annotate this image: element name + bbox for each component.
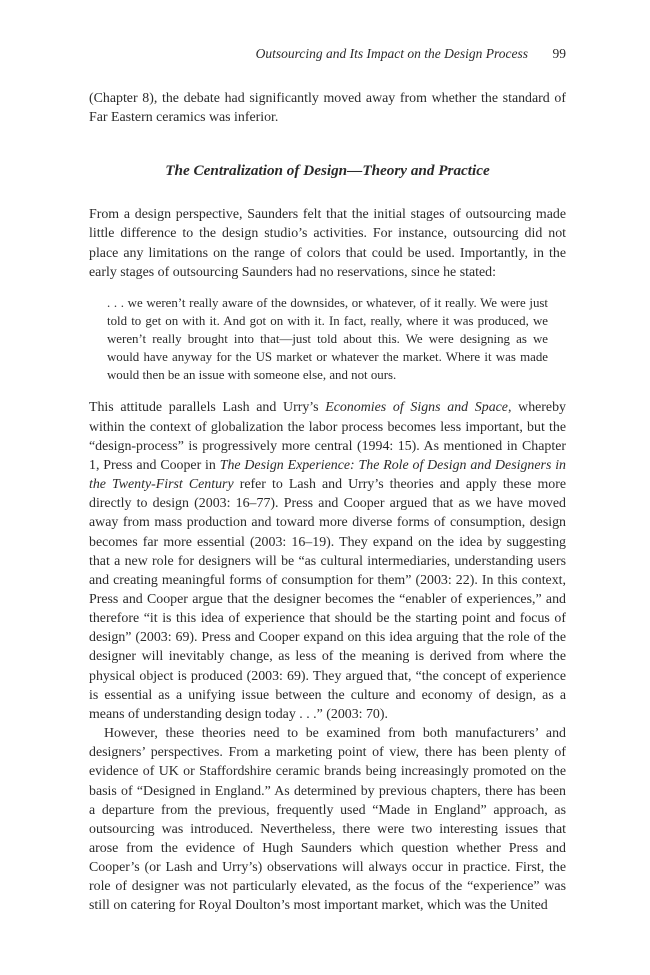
paragraph-text: This attitude parallels Lash and Urry’s bbox=[89, 400, 326, 416]
paragraph-continuation: (Chapter 8), the debate had significantly moved away from whether the standard of Far Eastern ceramics was inferior. bbox=[89, 91, 566, 126]
body-text bbox=[89, 89, 566, 916]
paragraph-lash-urry bbox=[89, 398, 566, 724]
page-number: 99 bbox=[552, 46, 566, 61]
section-heading: The Centralization of Design—Theory and Practice bbox=[165, 162, 490, 180]
paragraph-however: However, these theories need to be examined from both manufacturers’ and designers’ perspectives. From a marketing point of view, there has been plenty of evidence of UK or Staffordshire ceramic brands being increasingly promoted on the basis of “Designed in England.” As determined by previous chapters, there has been a departure from the previous, frequently used “Made in England” approach, as outsourcing was introduced. Nevertheless, there were two interesting issues that arose from the evidence of Hugh Saunders which question whether Press and Cooper’s (or Lash and Urry’s) observations will always occur in practice. First, the role of designer was not particularly elevated, as the focus of the “experience” was still on catering for Royal Doulton’s most important market, which was the United bbox=[89, 726, 566, 914]
block-quote: . . . we weren’t really aware of the downsides, or whatever, of it really. We were just told to get on with it. And got on with it. In fact, really, where it was produced, we weren’t really brought into that—just told about this. We were designing as we would have anyway for the US market or whatever the market. Where it was made would then be an issue with someone else, and not ours. bbox=[107, 295, 548, 383]
running-title: Outsourcing and Its Impact on the Design Process bbox=[255, 46, 528, 61]
book-title-design-experience: The Design Experience: The Role of Design and Designers in the Twenty-First Century bbox=[89, 457, 566, 493]
paragraph-text: , whereby within the context of globalization the labor process becomes less important, but the “design-process” is progressively more central (1994: 15). As mentioned in Chapter 1, Press and Cooper in bbox=[89, 400, 566, 473]
paragraph-design-perspective: From a design perspective, Saunders felt that the initial stages of outsourcing made little difference to the design studio’s activities. For instance, outsourcing did not place any limitations on the range of colors that could be used. Importantly, in the early stages of outsourcing Saunders had no reservations, since he stated: bbox=[89, 207, 566, 280]
running-head bbox=[0, 46, 650, 66]
book-title-economies: Economies of Signs and Space bbox=[325, 400, 508, 416]
paragraph-text: refer to Lash and Urry’s theories and apply these more directly to design (2003: 16–77). Press and Cooper argued that as we have moved away from mass production and toward more diverse forms of consumption, design becomes far more essential (2003: 16–19). They expand on the idea by suggesting that a new role for designers will be “as cultural intermediaries, understanding users and creating meaningful forms of consumption for them” (2003: 22). In this context, Press and Cooper argue that the designer becomes the “enabler of experiences,” and therefore “it is this idea of experience that should be the starting point and focus of design” (2003: 69). Press and Cooper expand on this idea arguing that the role of the designer will inevitably change, as less of the meaning is derived from where the physical object is produced (2003: 69). They argued that, “the concept of experience is essential as a unifying issue between the culture and economy of design, as a means of understanding design today . . .” (2003: 70). bbox=[89, 477, 566, 722]
